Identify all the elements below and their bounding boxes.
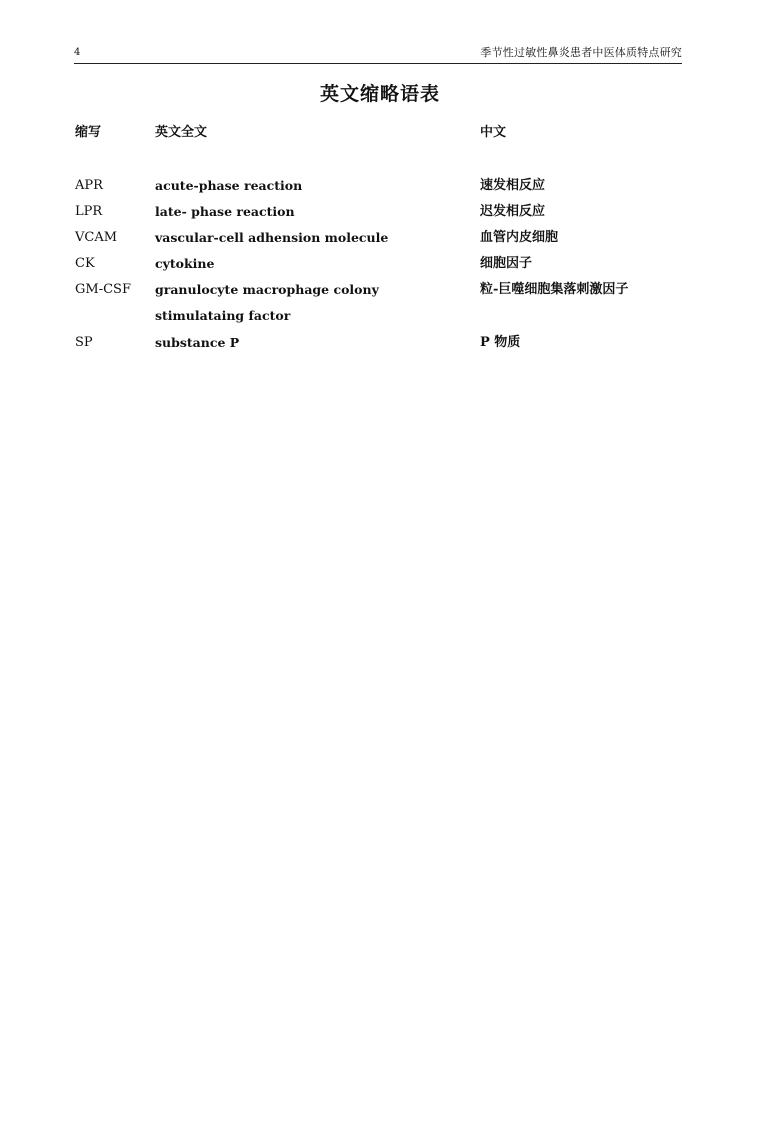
page-title: 英文缩略语表: [319, 83, 440, 105]
abbreviation-cell: GM-CSF: [75, 282, 131, 297]
english-cell: [155, 334, 455, 352]
column-header-english: 英文全文: [155, 125, 208, 140]
english-cell: [155, 203, 455, 221]
english-cell: [155, 229, 455, 247]
chinese-cell: 速发相反应: [480, 178, 546, 193]
chinese-cell: 粒-巨噬细胞集落刺激因子: [480, 282, 629, 297]
english-line: cytokine: [155, 256, 215, 271]
english-line: vascular-cell adhension molecule: [155, 230, 389, 245]
abbreviation-cell: SP: [75, 335, 93, 350]
abbreviation-cell: CK: [75, 256, 95, 271]
page-number: 4: [74, 47, 81, 58]
english-cell: [155, 177, 455, 195]
abbreviation-cell: VCAM: [75, 230, 118, 245]
english-line: substance P: [155, 335, 240, 350]
chinese-cell: 血管内皮细胞: [480, 230, 559, 245]
chinese-cell: P 物质: [480, 335, 521, 350]
abbreviation-cell: LPR: [75, 204, 103, 219]
english-line: granulocyte macrophage colony: [155, 282, 379, 297]
english-cell: [155, 281, 455, 325]
chinese-cell: 细胞因子: [480, 256, 533, 271]
running-header: [74, 46, 682, 64]
english-line: late- phase reaction: [155, 204, 295, 219]
abbreviation-cell: APR: [75, 178, 103, 193]
chinese-cell: 迟发相反应: [480, 204, 546, 219]
header-rule: [74, 63, 682, 64]
column-header-abbreviation: 缩写: [75, 125, 102, 140]
english-line: acute-phase reaction: [155, 178, 303, 193]
english-line: stimulataing factor: [155, 308, 291, 323]
english-cell: [155, 255, 455, 273]
running-header-title: 季节性过敏性鼻炎患者中医体质特点研究: [480, 46, 682, 59]
column-header-chinese: 中文: [480, 125, 507, 140]
